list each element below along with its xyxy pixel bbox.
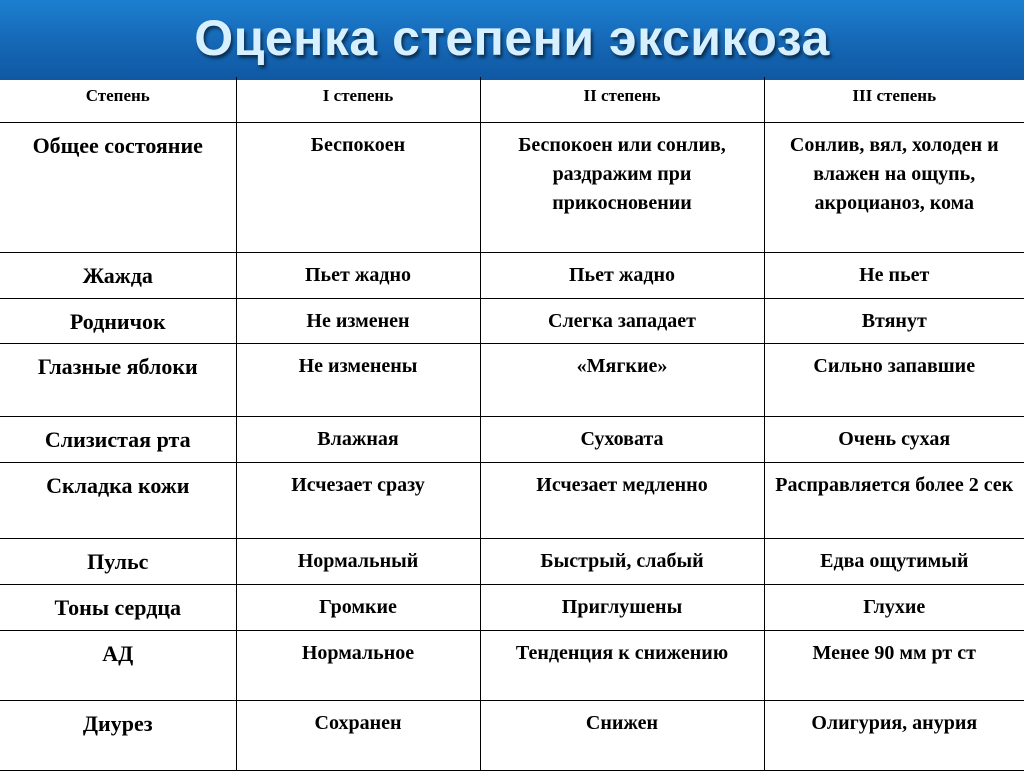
row-label: Складка кожи (0, 462, 236, 538)
exsicosis-table (0, 77, 1024, 771)
table-row (0, 630, 1024, 700)
table-header-row (0, 77, 1024, 122)
table-cell: Не пьет (764, 252, 1024, 298)
table-cell: Исчезает сразу (236, 462, 480, 538)
header-cell-degree-2: II степень (480, 77, 764, 122)
table-cell: Глухие (764, 584, 1024, 630)
table-row (0, 700, 1024, 770)
page-title: Оценка степени эксикоза (194, 10, 830, 66)
table-cell: Нормальное (236, 630, 480, 700)
title-bar (0, 0, 1024, 80)
table-cell: Расправляется более 2 сек (764, 462, 1024, 538)
row-label: Жажда (0, 252, 236, 298)
row-label: Слизистая рта (0, 416, 236, 462)
header-cell-degree-1: I степень (236, 77, 480, 122)
table-cell: Олигурия, анурия (764, 700, 1024, 770)
row-label: Глазные яблоки (0, 343, 236, 416)
table-row (0, 538, 1024, 584)
table-cell: Сонлив, вял, холоден и влажен на ощупь, акроцианоз, кома (764, 122, 1024, 252)
table-cell: Снижен (480, 700, 764, 770)
table-cell: Исчезает медленно (480, 462, 764, 538)
table-cell: Суховата (480, 416, 764, 462)
table-cell: Сохранен (236, 700, 480, 770)
table-row (0, 298, 1024, 343)
table-cell: Приглушены (480, 584, 764, 630)
table-cell: Быстрый, слабый (480, 538, 764, 584)
table-cell: Сильно запавшие (764, 343, 1024, 416)
table-cell: Влажная (236, 416, 480, 462)
table-cell: Не изменен (236, 298, 480, 343)
table-row (0, 122, 1024, 252)
table-cell: Беспокоен или сонлив, раздражим при прикосновении (480, 122, 764, 252)
table-cell: Едва ощутимый (764, 538, 1024, 584)
table-row (0, 343, 1024, 416)
row-label: Тоны сердца (0, 584, 236, 630)
table-cell: Нормальный (236, 538, 480, 584)
table-cell: Не изменены (236, 343, 480, 416)
table-cell: Очень сухая (764, 416, 1024, 462)
table-row (0, 416, 1024, 462)
table-cell: Слегка западает (480, 298, 764, 343)
row-label: Общее состояние (0, 122, 236, 252)
table-cell: Пьет жадно (236, 252, 480, 298)
table-cell: Тенденция к снижению (480, 630, 764, 700)
table-cell: Пьет жадно (480, 252, 764, 298)
table-cell: «Мягкие» (480, 343, 764, 416)
row-label: Пульс (0, 538, 236, 584)
header-cell-degree: Степень (0, 77, 236, 122)
table-cell: Втянут (764, 298, 1024, 343)
row-label: Диурез (0, 700, 236, 770)
table-cell: Менее 90 мм рт ст (764, 630, 1024, 700)
table-cell: Громкие (236, 584, 480, 630)
table-row (0, 584, 1024, 630)
table-row (0, 462, 1024, 538)
table-row (0, 252, 1024, 298)
table-cell: Беспокоен (236, 122, 480, 252)
row-label: Родничок (0, 298, 236, 343)
header-cell-degree-3: III степень (764, 77, 1024, 122)
row-label: АД (0, 630, 236, 700)
